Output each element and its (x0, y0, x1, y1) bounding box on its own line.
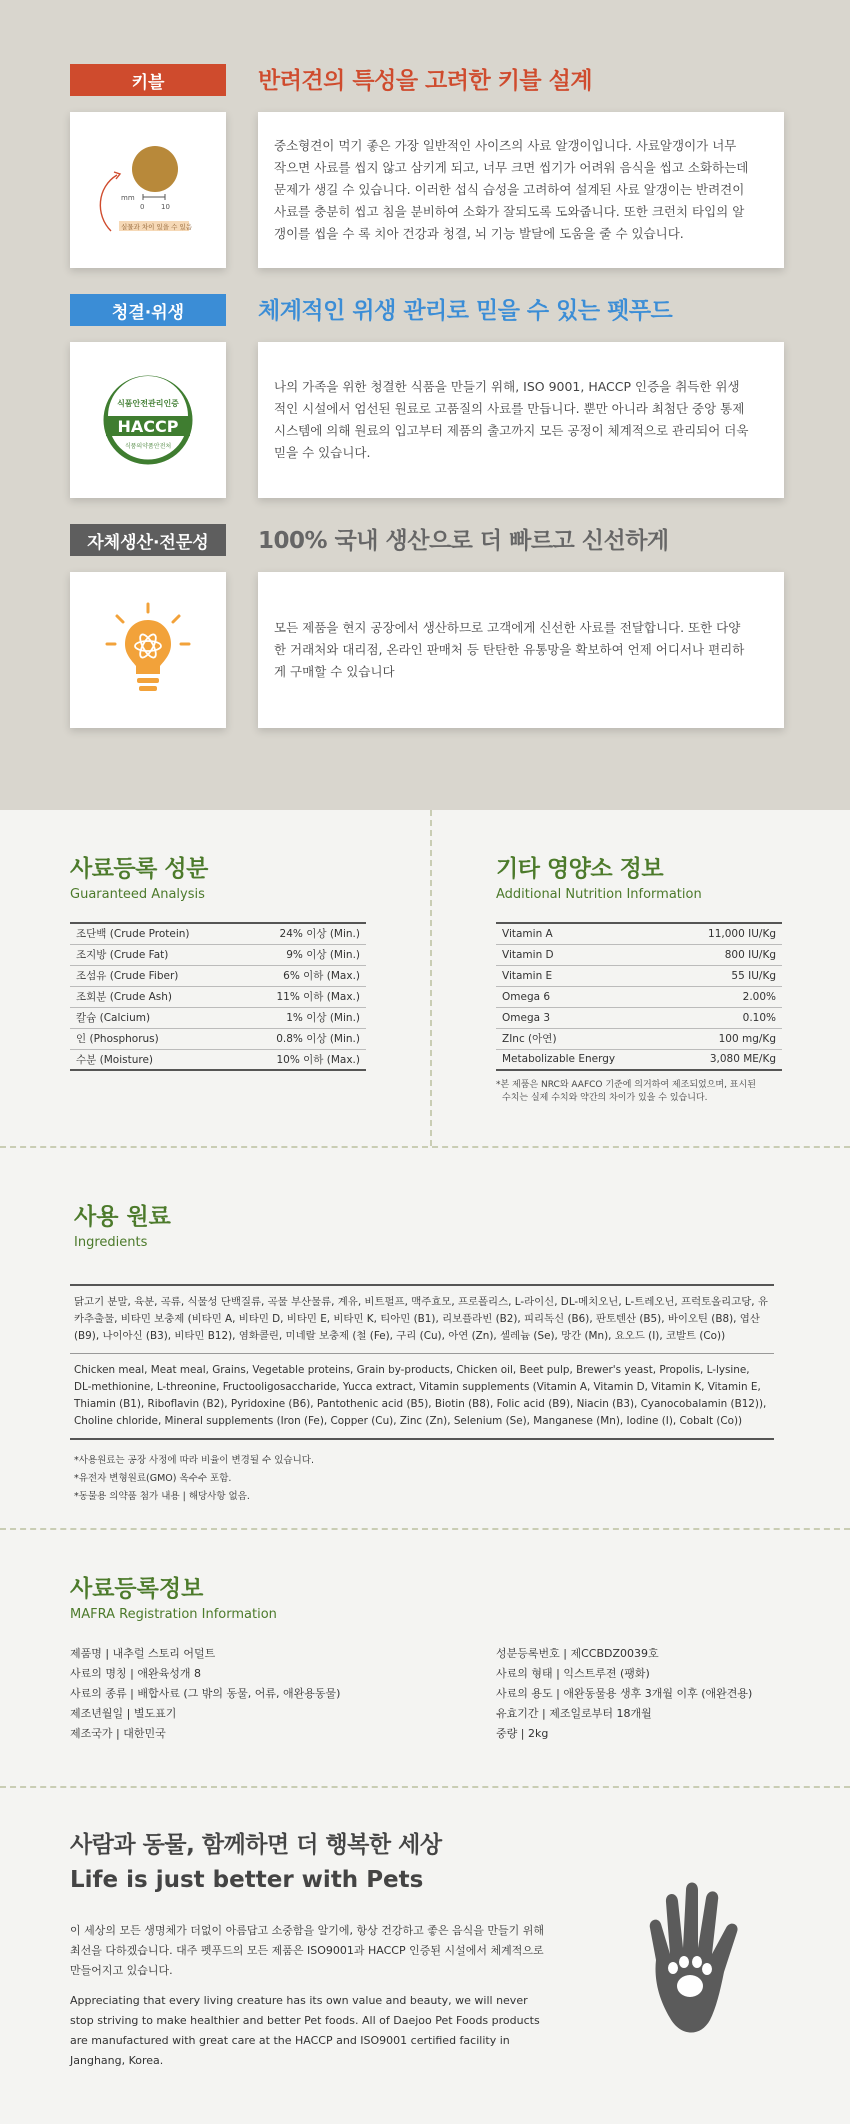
brand-message-english: Appreciating that every living creature has its own value and beauty, we will never stop striving to make healthier and better Pet foods. All of Daejoo Pet Foods products are manufactured with great care at the HACCP and ISO9001 certified facility in Janghang, Korea. (70, 1994, 540, 2067)
seal-top-text: 식품안전관리인증 (117, 399, 179, 408)
nutrient-value: 9% 이상 (Min.) (238, 944, 366, 965)
nutrient-value: 11,000 IU/Kg (670, 923, 782, 944)
nutrition-section (0, 810, 850, 1148)
registration-section (0, 1530, 850, 1788)
nutrient-name: Omega 3 (496, 1007, 670, 1028)
nutrient-value: 6% 이하 (Max.) (238, 965, 366, 986)
features-section (0, 0, 850, 810)
feature-text-box (258, 342, 784, 498)
table-row (496, 1007, 782, 1028)
table-row (496, 944, 782, 965)
feature-kibble (0, 60, 850, 290)
table-row (496, 965, 782, 986)
feature-heading: 체계적인 위생 관리로 믿을 수 있는 펫푸드 (258, 298, 673, 324)
ingredients-english: Chicken meal, Meat meal, Grains, Vegetable proteins, Grain by-products, Chicken oil, Beet pulp, Brewer's yeast, Propolis, L-lysine, DL-methionine, L-threonine, Fructooligosaccharide, Yucca extract, Vitamin supplements (Vitamin A, Vitamin D, Vitamin K, Vitamin E, Thiamin (B1), Riboflavin (B2), Pyridoxine (B6), Pantothenic acid (B5), Biotin (B8), Folic acid (B9), Niacin (B3), Cyanocobalamin (B12)), Choline chloride, Mineral supplements (Iron (Fe), Copper (Cu), Zinc (Zn), Selenium (Se), Manganese (Mn), Iodine (I), Cobalt (Co)) (70, 1354, 774, 1440)
nutrient-name: Metabolizable Energy (502, 1053, 616, 1066)
registration-item: 성분등록번호 | 제CCBDZ0039호 (496, 1647, 659, 1660)
note-item: *동물용 의약품 첨가 내용 | 해당사항 없음. (74, 1491, 250, 1502)
ingredients-box (70, 1284, 774, 1440)
note-item: *유전자 변형원료(GMO) 옥수수 포함. (74, 1473, 232, 1484)
nutrient-value: 11% 이하 (Max.) (238, 986, 366, 1007)
kibble-size-icon (83, 135, 213, 245)
table-row (70, 1007, 366, 1028)
nutrient-name: 조지방 (Crude Fat) (70, 944, 238, 965)
table-row (496, 923, 782, 944)
footnote-line: 수치는 실제 수치와 약간의 차이가 있을 수 있습니다. (502, 1093, 708, 1103)
table-row (70, 986, 366, 1007)
guaranteed-analysis (70, 850, 366, 1071)
registration-item: 사료의 용도 | 애완동물용 생후 3개월 이후 (애완견용) (496, 1687, 753, 1700)
kibble-scale-unit: mm (121, 194, 135, 202)
table-row (70, 1049, 366, 1070)
seal-bottom-text: 식품의약품안전처 (124, 443, 172, 450)
registration-title: 사료등록정보 (70, 1576, 204, 1602)
feature-badge: 키블 (70, 64, 226, 96)
feature-description: 중소형견이 먹기 좋은 가장 일반적인 사이즈의 사료 알갱이입니다. 사료알갱이가 너무 작으면 사료를 씹지 않고 삼키게 되고, 너무 크면 씹기가 어려워 음식을 씹고 소화하는데 문제가 생길 수 있습니다. 이러한 섭식 습성을 고려하여 설계된 사료 알갱이는 반려견이 사료를 충분히 씹고 침을 분비하여 소화가 잘되도록 도와줍니다. 또한 크런치 타입의 알갱이를 씹을 수 록 치아 건강과 청결, 뇌 기능 발달에 도움을 줄 수 있습니다. (274, 138, 749, 241)
guaranteed-table (70, 922, 366, 1071)
additional-title: 기타 영양소 정보 (496, 856, 664, 882)
registration-item: 사료의 형태 | 익스트루젼 (팽화) (496, 1667, 650, 1680)
nutrient-value: 24% 이상 (Min.) (238, 923, 366, 944)
brand-message-korean: 이 세상의 모든 생명체가 더없이 아름답고 소중함을 알기에, 항상 건강하고 좋은 음식을 만들기 위해 최선을 다하겠습니다. 대주 펫푸드의 모든 제품은 ISO9001과 HACCP 인증된 시설에서 체계적으로 만들어지고 있습니다. (70, 1924, 544, 1977)
nutrient-name: 조회분 (Crude Ash) (70, 986, 238, 1007)
hand-paw-icon (640, 1868, 760, 2038)
kibble-scale-max: 10 (161, 203, 170, 211)
feature-text-box (258, 112, 784, 268)
feature-description: 나의 가족을 위한 청결한 식품을 만들기 위해, ISO 9001, HACCP 인증을 취득한 위생적인 시설에서 엄선된 원료로 고품질의 사료를 만듭니다. 뿐만 아니라 최첨단 중앙 통제 시스템에 의해 원료의 입고부터 제품의 출고까지 모든 공정이 체계적으로 관리되어 더욱 믿을 수 있습니다. (274, 379, 749, 460)
feature-icon-box (70, 342, 226, 498)
table-row (496, 986, 782, 1007)
nutrient-value: 100 mg/Kg (670, 1028, 782, 1049)
feature-text-box (258, 572, 784, 728)
ingredients-subtitle: Ingredients (74, 1235, 148, 1250)
table-row (70, 923, 366, 944)
nutrient-name: 인 (Phosphorus) (70, 1028, 238, 1049)
nutrient-name: Vitamin A (496, 923, 670, 944)
guaranteed-subtitle: Guaranteed Analysis (70, 887, 205, 902)
nutrient-value: 55 IU/Kg (670, 965, 782, 986)
note-item: *사용원료는 공장 사정에 따라 비율이 변경될 수 있습니다. (74, 1455, 314, 1466)
registration-item: 중량 | 2kg (496, 1727, 549, 1740)
nutrient-value: 10% 이하 (Max.) (276, 1053, 360, 1066)
registration-right-column (496, 1644, 752, 1744)
table-row (70, 1028, 366, 1049)
guaranteed-title: 사료등록 성분 (70, 856, 208, 882)
nutrient-name: 조섬유 (Crude Fiber) (70, 965, 238, 986)
ingredients-title: 사용 원료 (74, 1204, 171, 1230)
nutrient-value: 0.10% (670, 1007, 782, 1028)
nutrient-value: 1% 이상 (Min.) (238, 1007, 366, 1028)
registration-item: 제조년월일 | 별도표기 (70, 1707, 177, 1720)
ingredients-section (0, 1148, 850, 1530)
haccp-seal-icon (100, 372, 196, 468)
nutrition-footnote (496, 1079, 782, 1105)
registration-item: 제조국가 | 대한민국 (70, 1727, 166, 1740)
additional-nutrition (496, 850, 782, 1105)
registration-item: 제품명 | 내추럴 스토리 어덜트 (70, 1647, 216, 1660)
feature-heading: 100% 국내 생산으로 더 빠르고 신선하게 (258, 528, 669, 554)
brand-title-english: Life is just better with Pets (70, 1867, 424, 1893)
feature-badge: 자체생산·전문성 (70, 524, 226, 556)
additional-subtitle: Additional Nutrition Information (496, 887, 702, 902)
lightbulb-icon (103, 600, 193, 700)
nutrient-name: 수분 (Moisture) (76, 1053, 154, 1066)
registration-left-column (70, 1644, 340, 1744)
additional-table (496, 922, 782, 1071)
feature-hygiene (0, 290, 850, 520)
nutrient-name: 조단백 (Crude Protein) (70, 923, 238, 944)
nutrient-name: Vitamin E (496, 965, 670, 986)
brand-title-korean: 사람과 동물, 함께하면 더 행복한 세상 (70, 1832, 442, 1858)
nutrient-name: 칼슘 (Calcium) (70, 1007, 238, 1028)
table-row (70, 944, 366, 965)
seal-main-text: HACCP (117, 417, 179, 436)
nutrient-name: ZInc (아연) (496, 1028, 670, 1049)
nutrient-name: Omega 6 (496, 986, 670, 1007)
section-divider (430, 810, 432, 1146)
kibble-scale-min: 0 (140, 203, 145, 211)
registration-item: 사료의 명칭 | 애완육성개 8 (70, 1667, 201, 1680)
table-row (496, 1028, 782, 1049)
nutrient-value: 800 IU/Kg (670, 944, 782, 965)
registration-subtitle: MAFRA Registration Information (70, 1607, 277, 1622)
registration-item: 사료의 종류 | 배합사료 (그 밖의 동물, 어류, 애완용동물) (70, 1687, 341, 1700)
nutrient-value: 0.8% 이상 (Min.) (238, 1028, 366, 1049)
nutrient-name: Vitamin D (496, 944, 670, 965)
feature-icon-box (70, 112, 226, 268)
feature-production (0, 520, 850, 750)
feature-icon-box (70, 572, 226, 728)
footnote-line: *본 제품은 NRC와 AAFCO 기준에 의거하여 제조되었으며, 표시된 (496, 1080, 756, 1090)
feature-description: 모든 제품을 현지 공장에서 생산하므로 고객에게 신선한 사료를 전달합니다. 또한 다양한 거래처와 대리점, 온라인 판매처 등 탄탄한 유통망을 확보하여 언제 어디서나 편리하게 구매할 수 있습니다 (274, 620, 745, 679)
brand-section (0, 1788, 850, 2122)
registration-item: 유효기간 | 제조일로부터 18개월 (496, 1707, 652, 1720)
feature-badge: 청결·위생 (70, 294, 226, 326)
nutrient-value: 2.00% (670, 986, 782, 1007)
table-row (70, 965, 366, 986)
nutrient-value: 3,080 ME/Kg (709, 1053, 776, 1066)
feature-heading: 반려견의 특성을 고려한 키블 설계 (258, 68, 593, 94)
ingredients-notes (74, 1452, 780, 1506)
ingredients-korean: 닭고기 분말, 육분, 곡류, 식물성 단백질류, 곡물 부산물류, 계유, 비트펄프, 맥주효모, 프로폴리스, L-라이신, DL-메치오닌, L-트레오닌, 프럭토올리고당, 유카추출물, 비타민 보충제 (비타민 A, 비타민 D, 비타민 E, 비타민 K, 티아민 (B1), 리보플라빈 (B2), 피리독신 (B6), 판토텐산 (B5), 바이오틴 (B8), 엽산 (B9), 나이아신 (B3), 비타민 B12), 염화콜린, 미네랄 보충제 (철 (Fe), 구리 (Cu), 아연 (Zn), 셀레늄 (Se), 망간 (Mn), 요오드 (I), 코발트 (Co)) (70, 1284, 774, 1354)
kibble-caption: 실물과 차이 있을 수 있음 (121, 223, 193, 231)
table-row (496, 1049, 782, 1070)
